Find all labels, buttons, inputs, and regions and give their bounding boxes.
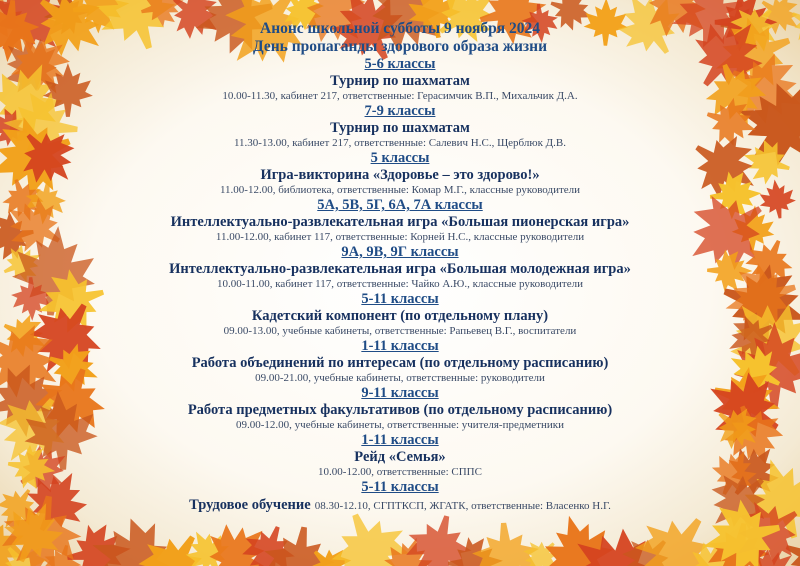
section-event: Кадетский компонент (по отдельному плану)	[251, 308, 549, 324]
section-youth-game	[100, 244, 700, 291]
announcement-content	[100, 20, 700, 515]
section-event: Турнир по шахматам	[330, 120, 470, 136]
section-grade: 7-9 классы	[364, 103, 436, 119]
section-electives	[100, 385, 700, 432]
section-detail: 09.00-12.00, учебные кабинеты, ответственные: учителя-предметники	[236, 419, 564, 431]
section-event: Трудовое обучение	[189, 497, 311, 513]
section-pioneer-game	[100, 197, 700, 244]
section-grade: 1-11 классы	[361, 432, 439, 448]
section-detail: 10.00-11.30, кабинет 217, ответственные: Герасимчик В.П., Михальчик Д.А.	[222, 90, 578, 102]
section-grade: 9-11 классы	[361, 385, 439, 401]
section-detail: 11.00-12.00, библиотека, ответственные: Комар М.Г., классные руководители	[219, 184, 581, 196]
section-grade: 5-11 классы	[361, 291, 439, 307]
section-detail: 10.00-11.00, кабинет 117, ответственные: Чайко А.Ю., классные руководители	[217, 278, 583, 290]
section-event: Работа объединений по интересам (по отдельному расписанию)	[191, 355, 609, 371]
section-event: Интеллектуально-развлекательная игра «Большая молодежная игра»	[169, 261, 631, 277]
section-quiz	[100, 150, 700, 197]
section-cadet	[100, 291, 700, 338]
section-chess-7-9	[100, 103, 700, 150]
section-chess-5-6	[100, 56, 700, 103]
section-labor-training	[100, 479, 700, 515]
section-grade: 9А, 9В, 9Г классы	[341, 244, 459, 260]
section-detail: 11.30-13.00, кабинет 217, ответственные: Салевич Н.С., Щерблюк Д.В.	[233, 137, 567, 149]
section-event: Турнир по шахматам	[330, 73, 470, 89]
section-clubs	[100, 338, 700, 385]
section-grade: 5 классы	[370, 150, 430, 166]
section-detail: 10.00-12.00, ответственные: СППС	[318, 466, 482, 478]
section-family-raid	[100, 432, 700, 479]
section-grade: 5-6 классы	[364, 56, 436, 72]
section-grade: 5-11 классы	[361, 479, 439, 495]
section-detail: 09.00-21.00, учебные кабинеты, ответственные: руководители	[255, 372, 545, 384]
section-grade: 5А, 5В, 5Г, 6А, 7А классы	[317, 197, 483, 213]
maple-leaf-icon	[707, 249, 753, 292]
section-event: Интеллектуально-развлекательная игра «Большая пионерская игра»	[170, 214, 630, 230]
section-grade: 1-11 классы	[361, 338, 439, 354]
announcement-subtitle: День пропаганды здорового образа жизни	[252, 38, 548, 55]
section-event: Работа предметных факультативов (по отдельному расписанию)	[187, 402, 613, 418]
announcement-title: Анонс школьной субботы 9 ноября 2024	[260, 20, 540, 37]
section-detail: 11.00-12.00, кабинет 117, ответственные: Корней Н.С., классные руководители	[215, 231, 585, 243]
maple-leaf-icon	[757, 177, 799, 221]
section-detail: 09.00-13.00, учебные кабинеты, ответственные: Рапьевец В.Г., воспитатели	[223, 325, 577, 337]
section-event-row	[100, 496, 700, 515]
section-event: Игра-викторина «Здоровье – это здорово!»	[260, 167, 540, 183]
section-detail: 08.30-12.10, СГПТКСП, ЖГАТК, ответственные: Власенко Н.Г.	[314, 500, 611, 512]
section-event: Рейд «Семья»	[354, 449, 446, 465]
